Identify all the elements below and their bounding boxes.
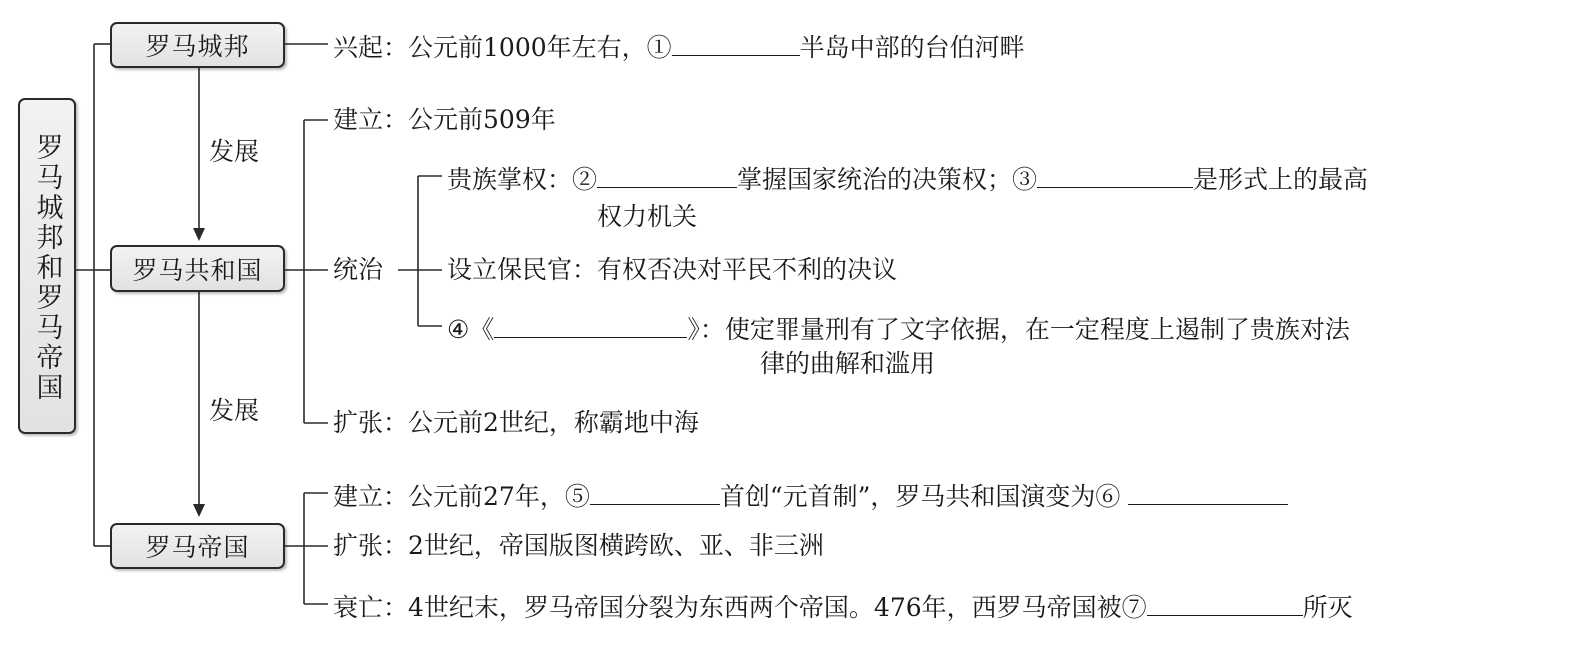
develop-arrowhead-2: [193, 504, 205, 517]
root-box: [18, 98, 76, 434]
empire-box: [110, 523, 285, 569]
city-rise-label: 兴起：: [333, 33, 409, 62]
city-state-label: 罗马城邦: [145, 32, 250, 61]
empire-decline-label: 衰亡：: [333, 593, 409, 622]
republic-box: [110, 245, 285, 292]
root-label: 罗马城邦和罗马帝国: [31, 133, 63, 403]
empire-expansion-row: [333, 531, 824, 561]
republic-expansion-label: 扩张：: [333, 408, 409, 437]
republic-founded-row: [333, 105, 556, 135]
blank-1[interactable]: [672, 29, 800, 56]
republic-founded-text: 公元前509年: [408, 105, 556, 134]
empire-decline-text-a: 4世纪末，罗马帝国分裂为东西两个帝国。476年，西罗马帝国被⑦: [408, 593, 1147, 622]
empire-expansion-text: 2世纪，帝国版图横跨欧、亚、非三洲: [408, 531, 824, 560]
republic-label: 罗马共和国: [132, 255, 263, 285]
blank-7[interactable]: [1147, 589, 1303, 616]
city-rise-row: [333, 29, 1025, 63]
law-row: [447, 311, 1350, 345]
blank-4[interactable]: [494, 311, 687, 338]
aristocracy-row-2: 权力机关: [597, 202, 698, 231]
city-rise-text-a: 公元前1000年左右，①: [408, 33, 672, 62]
blank-2[interactable]: [597, 161, 737, 188]
aristocracy-text-b: 掌握国家统治的决策权；③: [737, 165, 1038, 194]
tribune-row: [447, 255, 897, 285]
empire-founded-row: [333, 478, 1288, 512]
blank-5[interactable]: [590, 478, 720, 505]
aristocracy-row: [447, 161, 1368, 195]
empire-decline-text-b: 所灭: [1302, 593, 1353, 622]
law-text-b: 》：使定罪量刑有了文字依据，在一定程度上遏制了贵族对法: [687, 315, 1350, 344]
tribune-label: 设立保民官：: [447, 255, 598, 284]
empire-founded-text-b: 首创“元首制”，罗马共和国演变为⑥: [719, 482, 1121, 511]
law-text-a: ④《: [447, 315, 495, 344]
republic-founded-label: 建立：: [333, 105, 409, 134]
develop-label-1: 发展: [209, 137, 260, 166]
law-row-2: 律的曲解和滥用: [760, 349, 936, 378]
city-rise-text-b: 半岛中部的台伯河畔: [799, 33, 1025, 62]
empire-label: 罗马帝国: [145, 533, 250, 562]
city-state-box: [110, 22, 285, 68]
empire-expansion-label: 扩张：: [333, 531, 409, 560]
empire-decline-row: [333, 589, 1353, 623]
develop-label-2: 发展: [209, 396, 260, 425]
tribune-text: 有权否决对平民不利的决议: [597, 255, 898, 284]
develop-arrowhead-1: [193, 228, 205, 241]
empire-founded-text-a: 公元前27年，⑤: [408, 482, 590, 511]
blank-3[interactable]: [1037, 161, 1193, 188]
blank-6[interactable]: [1128, 478, 1288, 505]
aristocracy-label: 贵族掌权：: [447, 165, 573, 194]
republic-rule-label: 统治: [333, 255, 384, 284]
aristocracy-text-c: 是形式上的最高: [1193, 165, 1369, 194]
empire-founded-label: 建立：: [333, 482, 409, 511]
republic-expansion-text: 公元前2世纪，称霸地中海: [408, 408, 699, 437]
aristocracy-text-a: ②: [572, 165, 598, 194]
republic-expansion-row: [333, 408, 699, 438]
